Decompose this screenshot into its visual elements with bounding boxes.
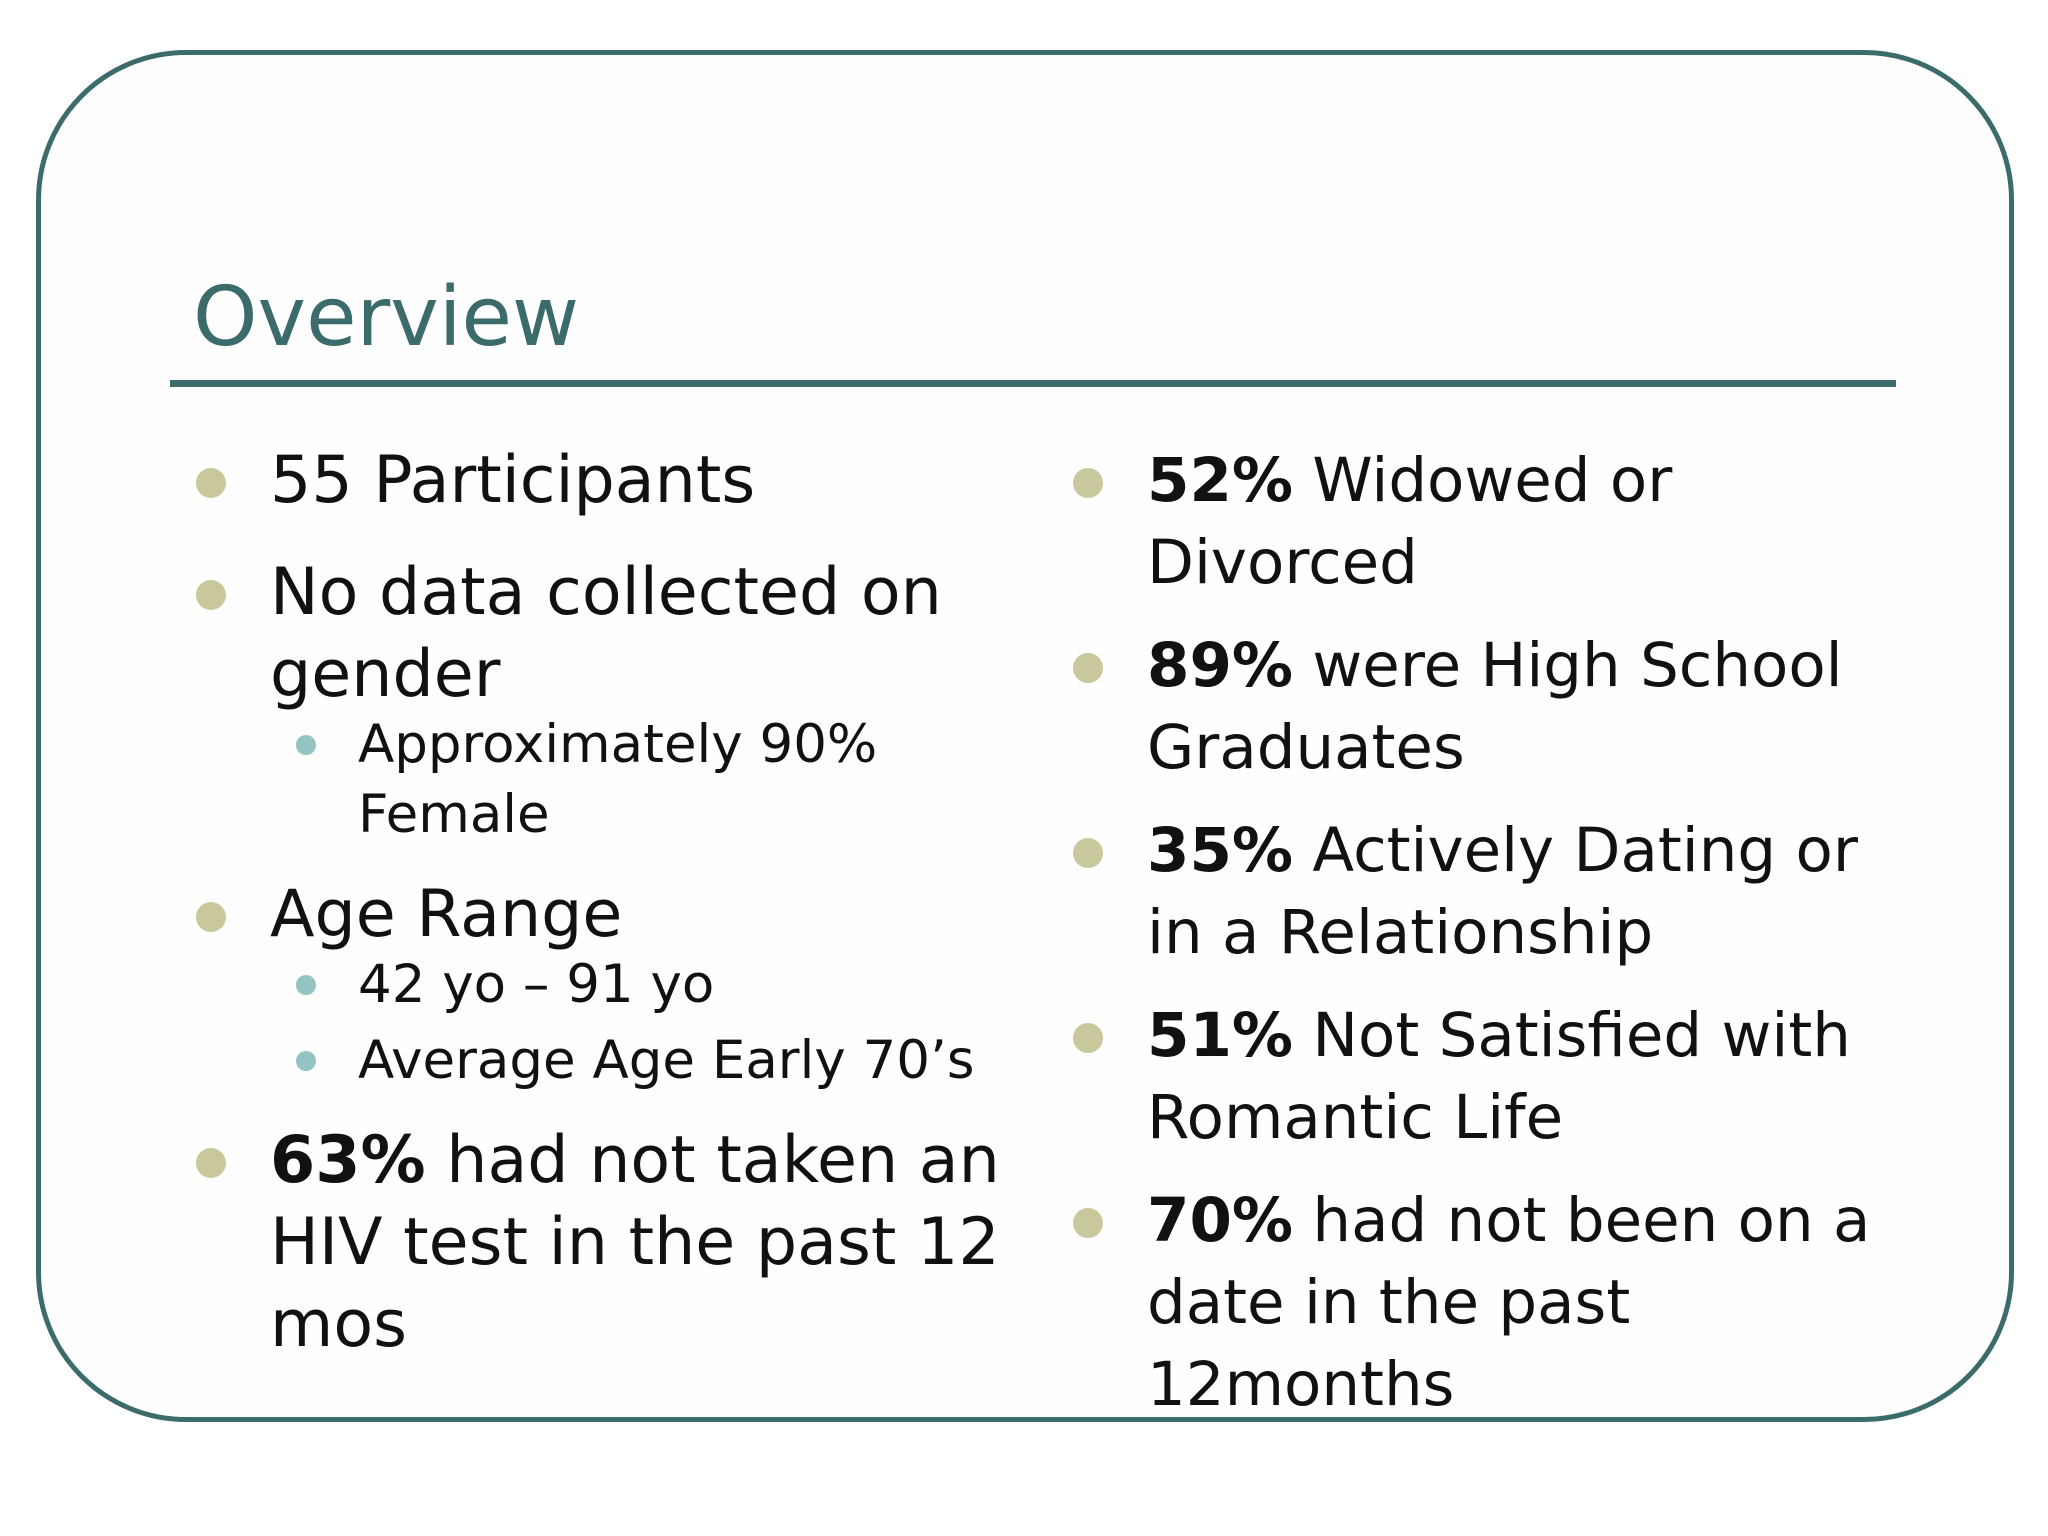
bullet-item <box>1073 995 1903 1159</box>
bullet-text: 55 Participants <box>270 443 756 518</box>
bullet-dot-icon <box>1073 653 1103 683</box>
bullet-dot-icon <box>196 468 226 498</box>
bullet-dot-icon <box>196 902 226 932</box>
bullet-text: No data collected on gender <box>270 555 942 712</box>
sub-bullet-dot-icon <box>296 975 316 995</box>
bullet-dot-icon <box>1073 1023 1103 1053</box>
bullet-text: were High School Graduates <box>1147 630 1843 783</box>
sub-bullet-item <box>196 710 1076 850</box>
sub-list <box>196 950 1076 1096</box>
bullet-item <box>1073 810 1903 974</box>
bullet-dot-icon <box>196 1148 226 1178</box>
bullet-stat: 35% <box>1147 815 1294 886</box>
sub-bullet-text: Average Age Early 70’s <box>358 1030 975 1091</box>
bullet-text: Actively Dating or in a Relationship <box>1147 815 1858 968</box>
bullet-stat: 51% <box>1147 1000 1294 1071</box>
bullet-stat: 70% <box>1147 1185 1294 1256</box>
bullet-item <box>196 1120 1076 1366</box>
title-underline <box>170 380 1896 387</box>
sub-bullet-item <box>196 1026 1076 1096</box>
sub-bullet-dot-icon <box>296 1051 316 1071</box>
bullet-dot-icon <box>1073 838 1103 868</box>
bullet-dot-icon <box>196 580 226 610</box>
bullet-text: Not Satisfied with Romantic Life <box>1147 1000 1851 1153</box>
bullet-stat: 89% <box>1147 630 1294 701</box>
bullet-stat: 63% <box>270 1123 426 1198</box>
bullet-item <box>1073 625 1903 789</box>
sub-bullet-dot-icon <box>296 735 316 755</box>
bullet-text: had not been on a date in the past 12months <box>1147 1185 1871 1420</box>
bullet-item <box>1073 1180 1903 1426</box>
sub-bullet-text: Approximately 90% Female <box>358 714 878 845</box>
bullet-dot-icon <box>1073 1208 1103 1238</box>
slide-title: Overview <box>193 270 580 365</box>
bullet-text: had not taken an HIV test in the past 12 mos <box>270 1123 1000 1362</box>
bullet-item <box>196 440 1076 522</box>
sub-bullet-text: 42 yo – 91 yo <box>358 954 715 1015</box>
bullet-text: Widowed or Divorced <box>1147 445 1673 598</box>
left-column <box>196 440 1076 1396</box>
bullet-item <box>1073 440 1903 604</box>
right-column <box>1073 440 1903 1447</box>
bullet-dot-icon <box>1073 468 1103 498</box>
sub-list <box>196 710 1076 850</box>
bullet-item <box>196 552 1076 716</box>
sub-bullet-item <box>196 950 1076 1020</box>
bullet-stat: 52% <box>1147 445 1294 516</box>
bullet-text: Age Range <box>270 877 623 952</box>
bullet-item <box>196 874 1076 956</box>
